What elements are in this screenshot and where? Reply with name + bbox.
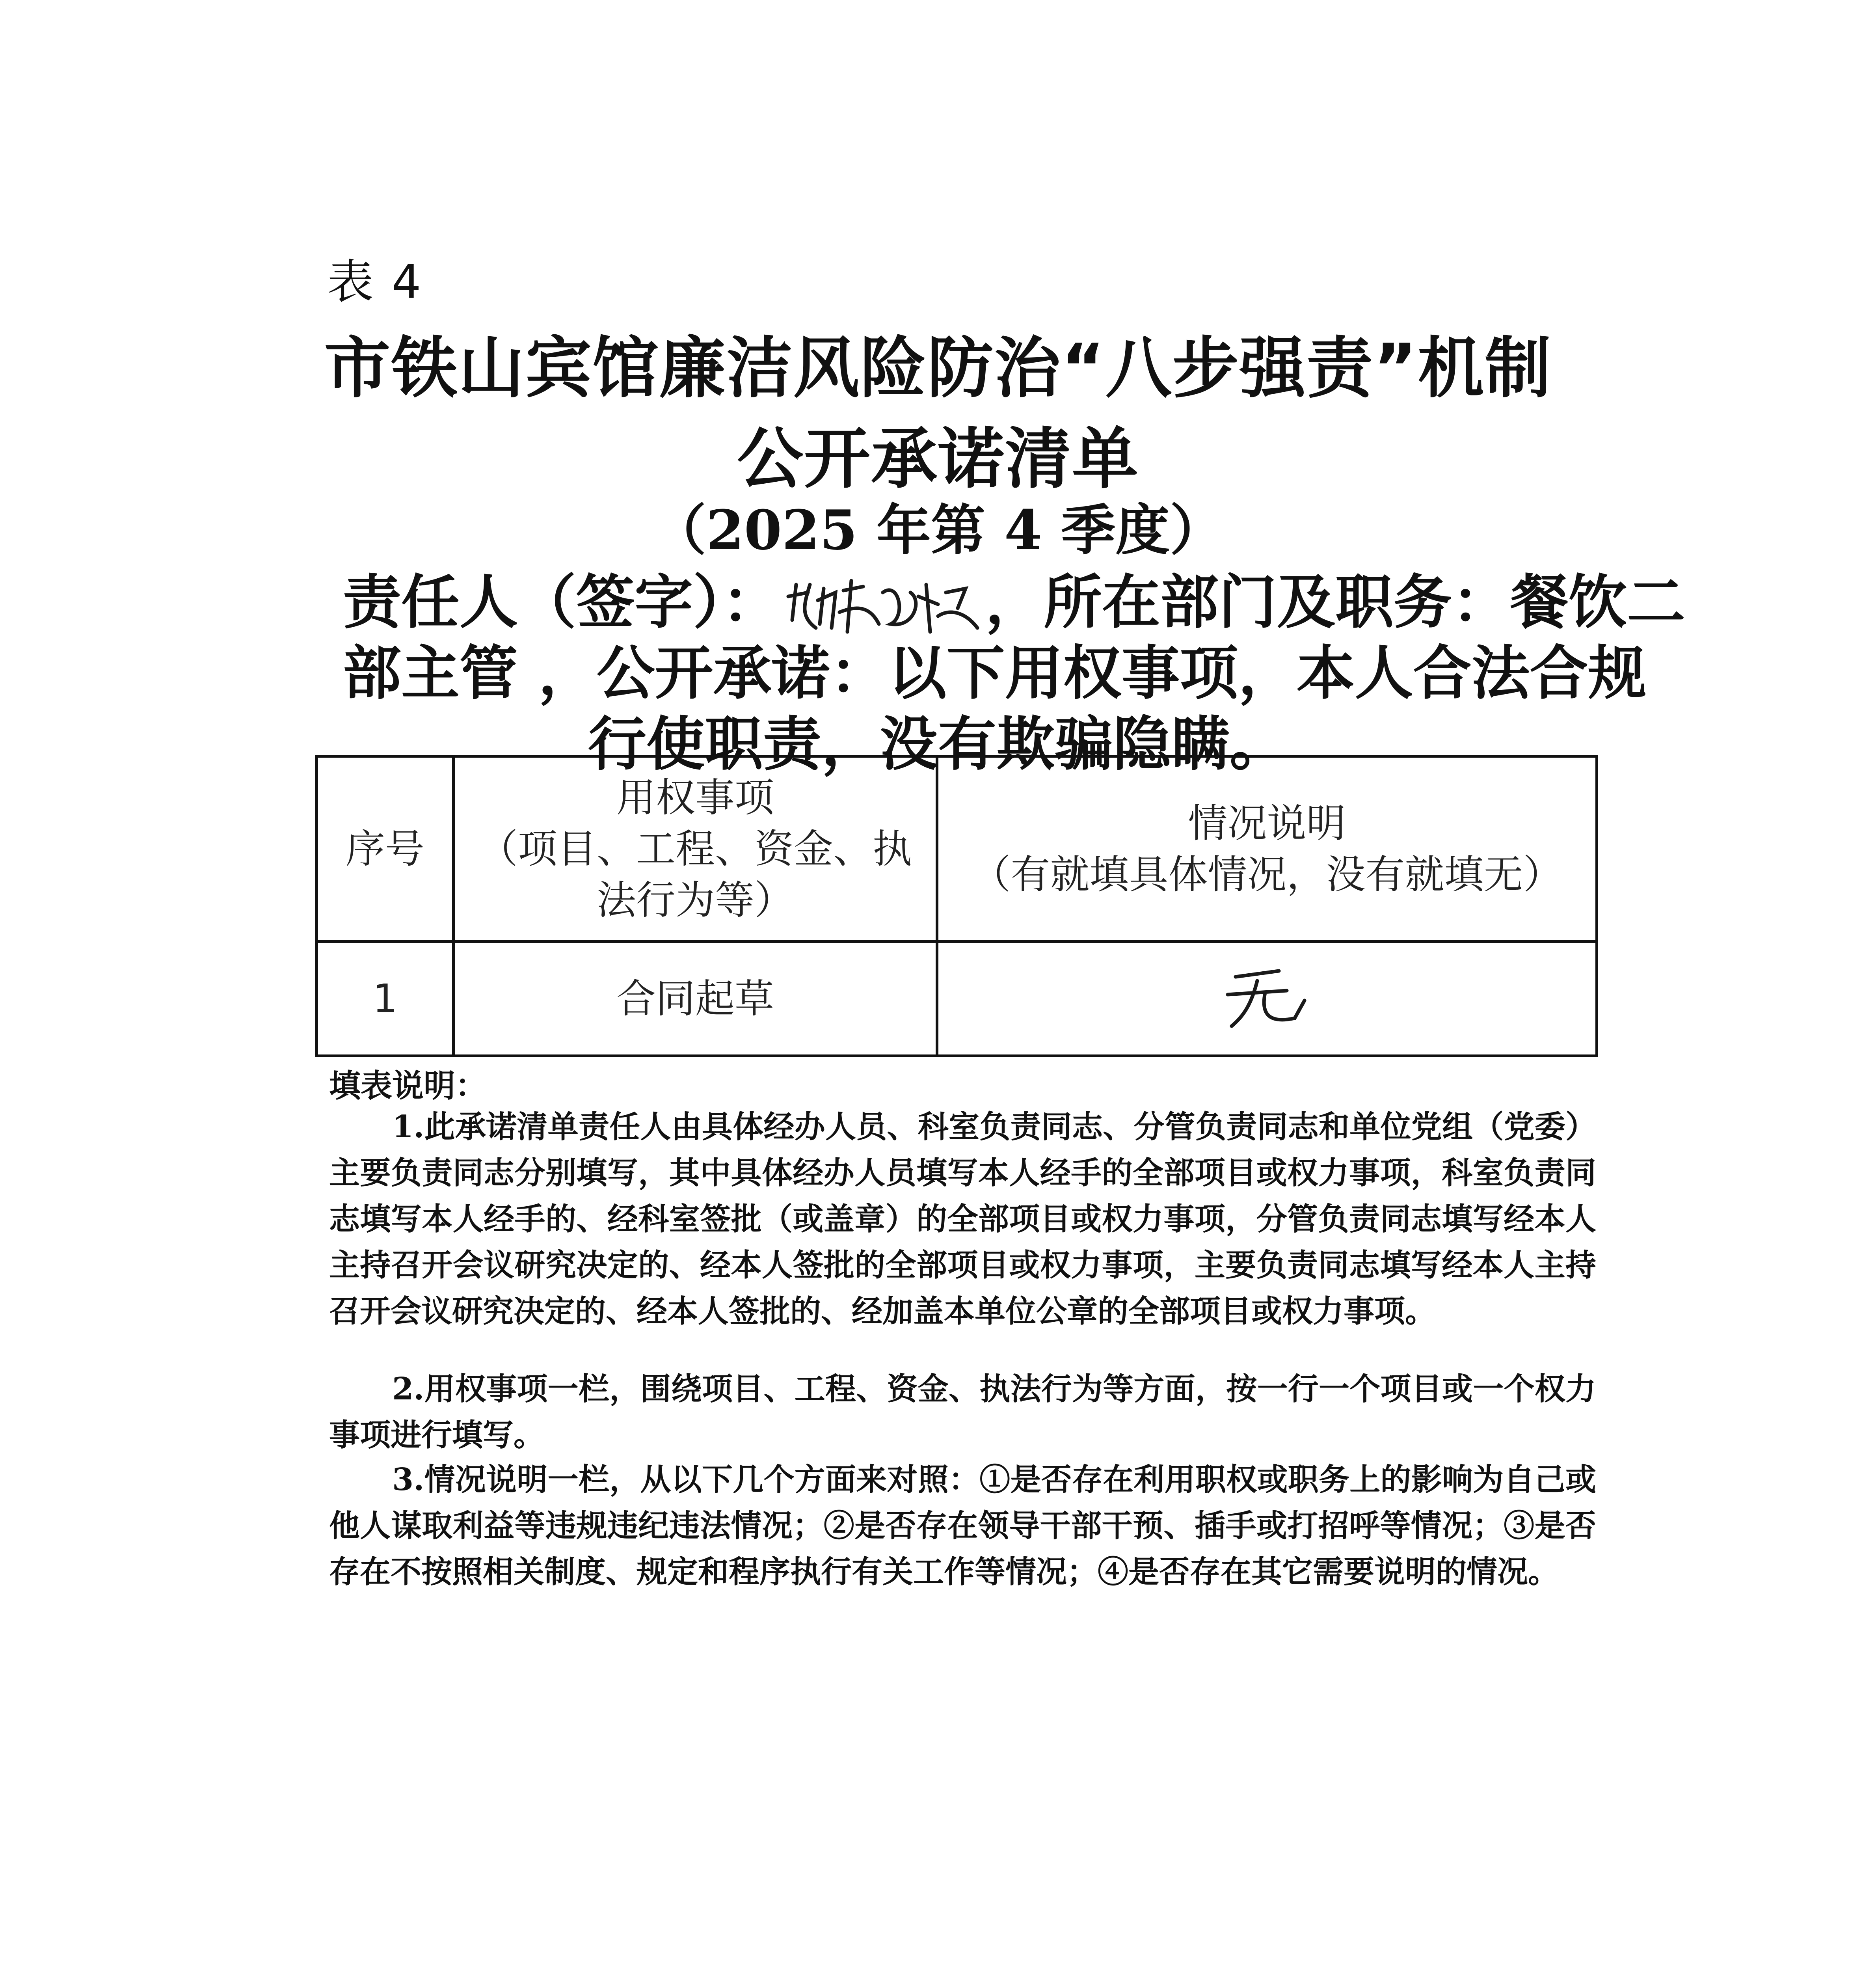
quarter-subtitle: （2025 年第 4 季度） — [651, 498, 1225, 562]
row-item: 合同起草 — [454, 942, 937, 1056]
document-title-line1: 市铁山宾馆廉洁风险防治“八步强责”机制 — [324, 330, 1552, 407]
note-2-text: 2.用权事项一栏，围绕项目、工程、资金、执法行为等方面，按一行一个项目或一个权力事项进行填写。 — [329, 1371, 1596, 1453]
document-title-line2: 公开承诺清单 — [737, 420, 1139, 497]
note-3-text: 3.情况说明一栏，从以下几个方面来对照：①是否存在利用职权或职务上的影响为自己或他人谋取利益等违规违纪违法情况；②是否存在领导干部干预、插手或打招呼等情况；③是否存在不按照相关制度、规定和程序执行有关工作等情况；④是否存在其它需要说明的情况。 — [329, 1462, 1596, 1590]
header-serial: 序号 — [317, 756, 454, 942]
notes-title: 填表说明： — [329, 1067, 487, 1104]
header-description — [937, 756, 1597, 942]
note-1-text: 1.此承诺清单责任人由具体经办人员、科室负责同志、分管负责同志和单位党组（党委）主要负责同志分别填写，其中具体经办人员填写本人经手的全部项目或权力事项，科室负责同志填写本人经手的、经科室签批（或盖章）的全部项目或权力事项，分管负责同志填写经本人主持召开会议研究决定的、经本人签批的全部项目或权力事项，主要负责同志填写经本人主持召开会议研究决定的、经本人签批的、经加盖本单位公章的全部项目或权力事项。 — [329, 1109, 1596, 1329]
header-description-title: 情况说明 — [1188, 800, 1346, 846]
table-header-row — [317, 756, 1597, 942]
row-serial: 1 — [317, 942, 454, 1056]
row-description-handwritten — [937, 942, 1597, 1056]
header-item-subtitle: （项目、工程、资金、执法行为等） — [478, 825, 912, 923]
header-item-title: 用权事项 — [616, 774, 774, 821]
note-2 — [329, 1366, 1596, 1458]
header-item — [454, 756, 937, 942]
department-label: ，所在部门及职务：餐饮二 — [985, 568, 1685, 636]
power-items-table — [315, 755, 1598, 1057]
header-description-subtitle: （有就填具体情况，没有就填无） — [971, 851, 1563, 898]
note-1 — [329, 1104, 1596, 1334]
note-3 — [329, 1457, 1596, 1595]
table-row — [317, 942, 1597, 1056]
commitment-line2: 部主管 ，公开承诺：以下用权事项，本人合法合规 — [343, 639, 1647, 707]
responsible-label: 责任人（签字）： — [343, 568, 780, 636]
handwritten-none-mark — [1220, 953, 1314, 1032]
table-number-label: 表 4 — [327, 255, 423, 309]
commitment-line3: 行使职责，没有欺骗隐瞒。 — [588, 710, 1288, 778]
